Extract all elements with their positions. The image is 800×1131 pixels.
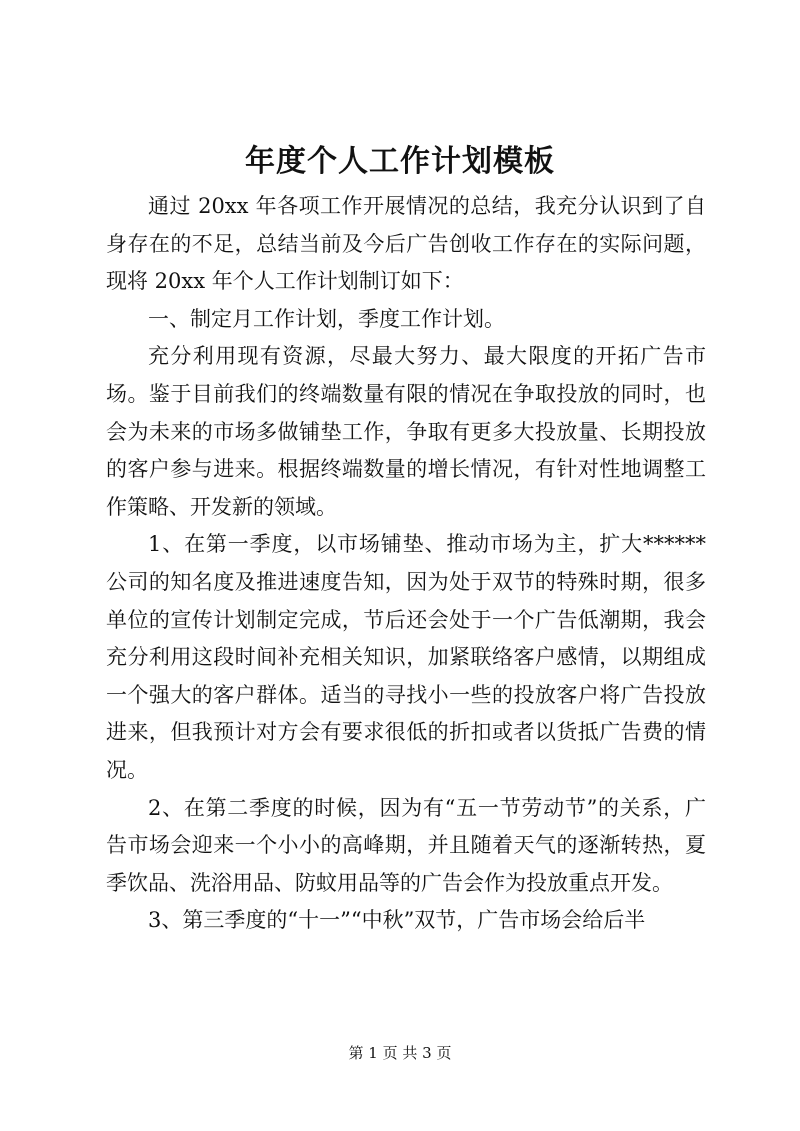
paragraph-resources: 充分利用现有资源，尽最大努力、最大限度的开拓广告市场。鉴于目前我们的终端数量有限的情况在争取投放的同时，也会为未来的市场多做铺垫工作，争取有更多大投放量、长期投放的客户参与进来。根据终端数量的增长情况，有针对性地调整工作策略、开发新的领域。 — [106, 344, 706, 519]
page-footer: 第 1 页 共 3 页 — [348, 1044, 452, 1062]
paragraph-q3: 3、第三季度的“十一”“中秋”双节，广告市场会给后半 — [148, 908, 646, 933]
paragraph-q2: 2、在第二季度的时候，因为有“五一节劳动节”的关系，广告市场会迎来一个小小的高峰期，并且随着天气的逐渐转热，夏季饮品、洗浴用品、防蚊用品等的广告会作为投放重点开发。 — [106, 795, 706, 895]
document-title: 年度个人工作计划模板 — [245, 144, 555, 179]
paragraph-section-heading: 一、制定月工作计划，季度工作计划。 — [148, 306, 505, 331]
paragraph-q1: 1、在第一季度，以市场铺垫、推动市场为主，扩大******公司的知名度及推进速度告知，因为处于双节的特殊时期，很多单位的宣传计划制定完成，节后还会处于一个广告低潮期，我会充分利用这段时间补充相关知识，加紧联络客户感情，以期组成一个强大的客户群体。适当的寻找小一些的投放客户将广告投放进来，但我预计对方会有要求很低的折扣或者以货抵广告费的情况。 — [106, 532, 706, 782]
document-body — [106, 188, 706, 940]
paragraph-intro: 通过 20xx 年各项工作开展情况的总结，我充分认识到了自身存在的不足，总结当前及今后广告创收工作存在的实际问题，现将 20xx 年个人工作计划制订如下： — [106, 194, 706, 294]
